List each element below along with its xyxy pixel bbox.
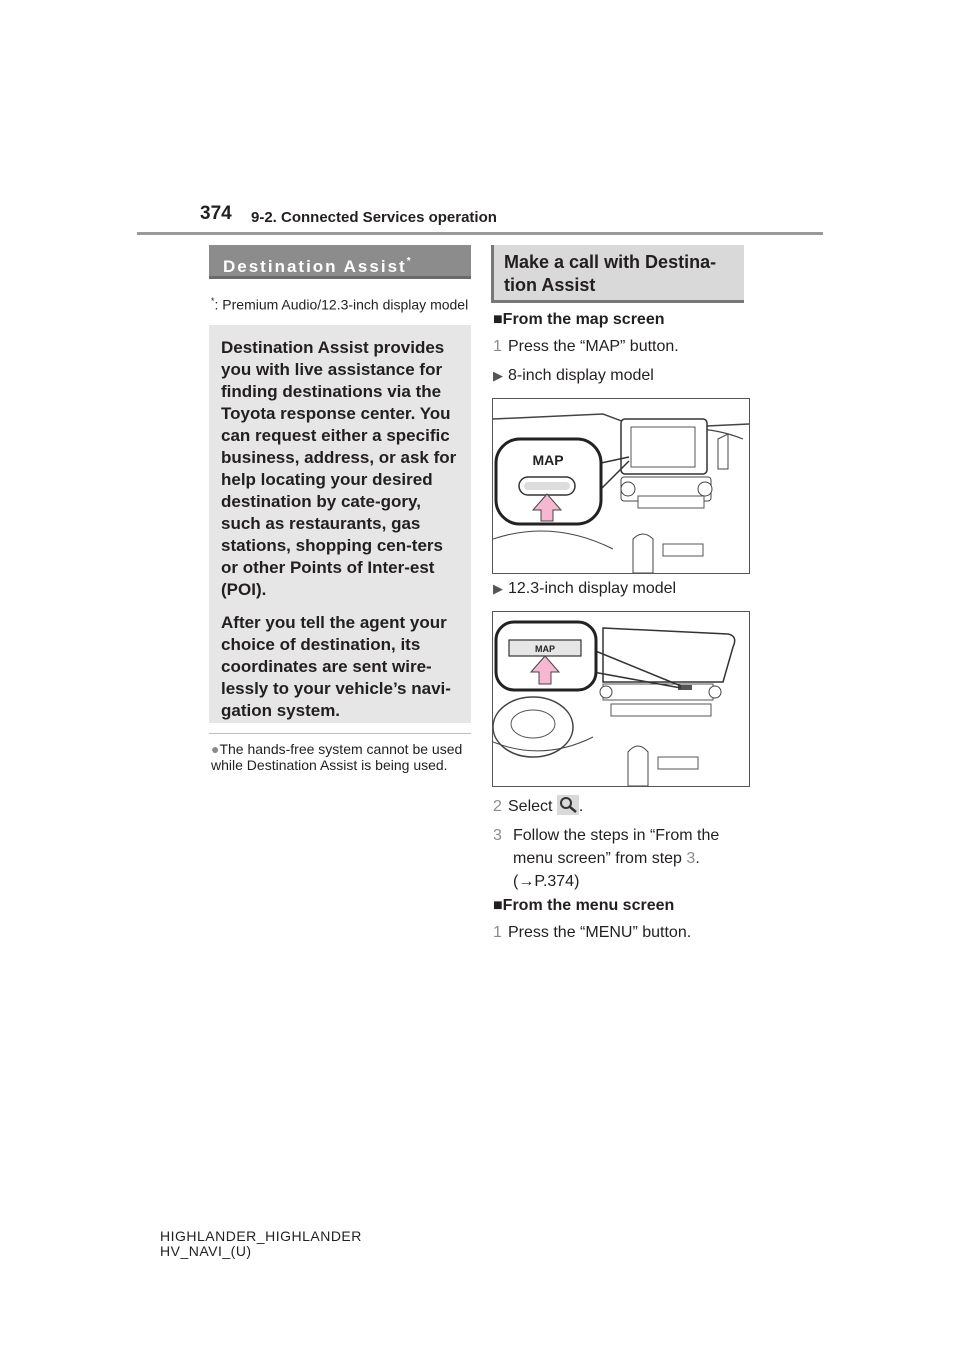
model-12-text: 12.3-inch display model [508,580,677,597]
from-menu-subhead [493,897,674,915]
footer [160,1229,362,1259]
footnote-text: : Premium Audio/12.3-inch display model [214,296,469,313]
from-menu-text: From the menu screen [502,897,675,914]
search-icon [557,795,579,815]
step-ref: 3 [686,850,696,867]
destination-assist-heading [209,245,471,279]
step-number: 2 [493,798,502,815]
heading-mark: * [406,256,411,267]
step-text: Select [508,798,553,815]
step-text: Follow the steps in “From the menu screen” from step [513,827,720,867]
header-rule [137,232,823,235]
model-8-label [493,364,654,387]
step-number: 3 [493,827,502,844]
page-number: 374 [200,203,232,224]
dashboard-illustration-8 [493,399,749,573]
heading-text: Destination Assist [223,257,407,276]
from-map-subhead [493,311,665,329]
step-2 [493,795,583,818]
step-1b [493,921,691,944]
footer-line-1: HIGHLANDER_HIGHLANDER [160,1228,362,1244]
info-paragraph-2: After you tell the agent your choice of destination, its coordinates are sent wire-lessly to your vehicle’s navi-gation system. [221,613,451,720]
info-box [209,325,471,723]
dashboard-illustration-12 [493,612,749,786]
fig2-map-label: MAP [535,644,555,654]
note-bullet [211,741,471,773]
step-number: 1 [493,338,502,355]
square-bullet-icon: ■ [493,311,503,328]
model-8-text: 8-inch display model [508,367,654,384]
step-text-end: . [578,798,584,815]
bullet-text: The hands-free system cannot be used while Destination Assist is being used. [211,741,463,773]
fig1-map-label: MAP [532,452,564,468]
arrow-right-icon: → [518,873,535,890]
page-ref[interactable]: P.374) [534,873,580,890]
step-text: Press the “MAP” button. [508,338,679,355]
square-bullet-icon: ■ [493,897,503,914]
step-number: 1 [493,924,502,941]
make-call-heading: Make a call with Destina-tion Assist [491,245,744,303]
triangle-bullet-icon: ▶ [493,368,503,383]
step-text: Press the “MENU” button. [508,924,692,941]
page-ref-open: ( [513,873,519,890]
divider [209,733,471,734]
footnote [211,292,471,314]
footnote-mark: * [211,296,215,306]
figure-12-inch-display [492,611,750,787]
from-map-text: From the map screen [502,311,665,328]
bullet-dot-icon: ● [211,741,220,757]
footer-line-2: HV_NAVI_(U) [160,1243,252,1259]
info-paragraph-1: Destination Assist provides you with live assistance for finding destinations via the Toyota response center. You can request either a specific business, address, or ask for help locating your desired destination by cate-gory, such as restaurants, gas stations, shopping cen-ters or other Points of Inter-est (POI). [221,338,457,599]
step-text-end: . [695,850,700,867]
figure-8-inch-display [492,398,750,574]
model-12-label [493,577,676,600]
triangle-bullet-icon: ▶ [493,581,503,596]
section-title: 9-2. Connected Services operation [251,209,497,226]
step-1 [493,335,679,358]
step-3 [493,824,753,893]
